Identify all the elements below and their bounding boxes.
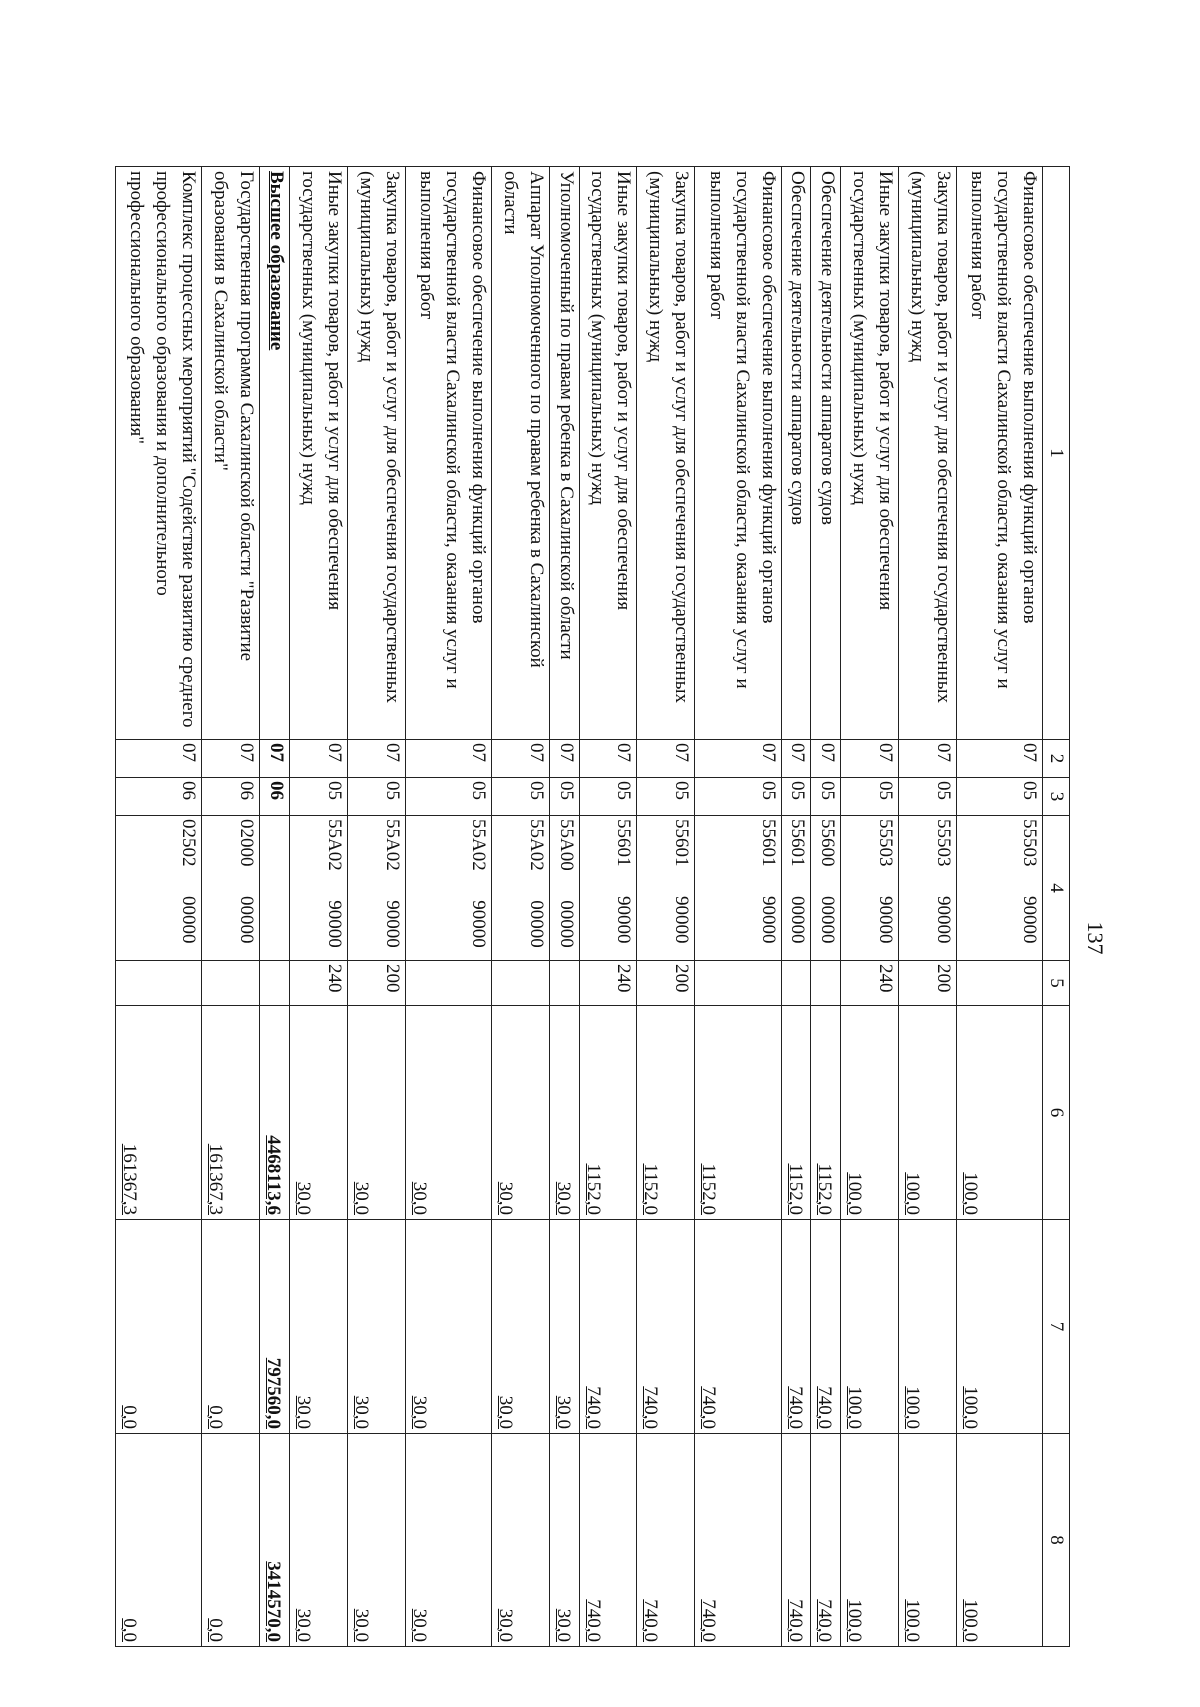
row-expense-type [956, 961, 1042, 1006]
row-expense-type: 200 [637, 961, 695, 1006]
row-amount-year3: 100,0 [840, 1434, 898, 1647]
table-row [579, 167, 637, 1647]
row-amount-year3: 100,0 [956, 1434, 1042, 1647]
row-amount-year1: 1152,0 [579, 1006, 637, 1220]
row-amount-year2: 0,0 [202, 1220, 260, 1434]
table-row [260, 167, 290, 1647]
row-target-article: 55601 90000 [637, 816, 695, 961]
row-amount-year2: 30,0 [347, 1220, 405, 1434]
row-amount-year1: 100,0 [898, 1006, 956, 1220]
row-amount-year3: 100,0 [898, 1434, 956, 1647]
row-target-article: 55503 90000 [898, 816, 956, 961]
row-expense-type: 240 [579, 961, 637, 1006]
row-amount-year1: 100,0 [840, 1006, 898, 1220]
row-section: 07 [781, 740, 811, 778]
row-amount-year2: 0,0 [116, 1220, 202, 1434]
row-amount-year1: 30,0 [550, 1006, 580, 1220]
row-section: 07 [202, 740, 260, 778]
row-amount-year3: 30,0 [550, 1434, 580, 1647]
row-amount-year1: 1152,0 [695, 1006, 781, 1220]
row-expense-type [260, 961, 290, 1006]
row-name: Финансовое обеспечение выполнения функций органов государственной власти Сахалинской области, оказания услуг и выполнения работ [405, 167, 491, 740]
row-expense-type [695, 961, 781, 1006]
header-cell: 5 [1043, 961, 1070, 1006]
row-subsection: 05 [811, 778, 841, 816]
row-subsection: 05 [579, 778, 637, 816]
header-cell: 1 [1043, 167, 1070, 740]
row-expense-type: 240 [840, 961, 898, 1006]
row-expense-type [492, 961, 550, 1006]
row-section: 07 [289, 740, 347, 778]
row-expense-type [202, 961, 260, 1006]
row-amount-year2: 100,0 [956, 1220, 1042, 1434]
budget-table [115, 166, 1070, 1647]
row-amount-year1: 161367,3 [116, 1006, 202, 1220]
row-expense-type: 200 [898, 961, 956, 1006]
row-target-article [260, 816, 290, 961]
row-name: Иные закупки товаров, работ и услуг для обеспечения государственных (муниципальных) нужд [579, 167, 637, 740]
row-subsection: 06 [260, 778, 290, 816]
row-expense-type: 200 [347, 961, 405, 1006]
header-cell: 4 [1043, 816, 1070, 961]
table-row [347, 167, 405, 1647]
table-row [405, 167, 491, 1647]
row-target-article: 55601 90000 [695, 816, 781, 961]
row-expense-type [116, 961, 202, 1006]
row-target-article: 55601 90000 [579, 816, 637, 961]
row-amount-year2: 797560,0 [260, 1220, 290, 1434]
row-amount-year3: 3414570,0 [260, 1434, 290, 1647]
header-cell: 7 [1043, 1220, 1070, 1434]
header-row [1043, 167, 1070, 1647]
row-section: 07 [550, 740, 580, 778]
row-subsection: 05 [405, 778, 491, 816]
row-section: 07 [695, 740, 781, 778]
row-amount-year2: 740,0 [579, 1220, 637, 1434]
row-amount-year3: 740,0 [811, 1434, 841, 1647]
row-amount-year3: 740,0 [579, 1434, 637, 1647]
row-amount-year3: 740,0 [695, 1434, 781, 1647]
table-row [116, 167, 202, 1647]
row-name: Закупка товаров, работ и услуг для обеспечения государственных (муниципальных) нужд [637, 167, 695, 740]
header-cell: 8 [1043, 1434, 1070, 1647]
row-amount-year3: 30,0 [289, 1434, 347, 1647]
row-subsection: 06 [116, 778, 202, 816]
row-target-article: 55600 00000 [811, 816, 841, 961]
row-subsection: 05 [347, 778, 405, 816]
row-amount-year3: 740,0 [781, 1434, 811, 1647]
row-target-article: 02502 00000 [116, 816, 202, 961]
table-body [116, 167, 1043, 1647]
row-name: Обеспечение деятельности аппаратов судов [781, 167, 811, 740]
row-subsection: 06 [202, 778, 260, 816]
row-amount-year1: 1152,0 [781, 1006, 811, 1220]
row-target-article: 55А02 90000 [289, 816, 347, 961]
table-row [550, 167, 580, 1647]
row-subsection: 05 [492, 778, 550, 816]
row-name: Закупка товаров, работ и услуг для обеспечения государственных (муниципальных) нужд [898, 167, 956, 740]
row-section: 07 [579, 740, 637, 778]
row-amount-year3: 0,0 [202, 1434, 260, 1647]
row-amount-year1: 1152,0 [637, 1006, 695, 1220]
row-target-article: 55503 90000 [956, 816, 1042, 961]
row-subsection: 05 [781, 778, 811, 816]
row-amount-year3: 30,0 [405, 1434, 491, 1647]
row-amount-year3: 740,0 [637, 1434, 695, 1647]
row-name: Уполномоченный по правам ребенка в Сахалинской области [550, 167, 580, 740]
row-name: Государственная программа Сахалинской области "Развитие образования в Сахалинской области" [202, 167, 260, 740]
row-target-article: 55503 90000 [840, 816, 898, 961]
row-section: 07 [492, 740, 550, 778]
row-amount-year2: 100,0 [898, 1220, 956, 1434]
page-number: 137 [1083, 921, 1108, 955]
row-target-article: 55А00 00000 [550, 816, 580, 961]
row-amount-year2: 740,0 [637, 1220, 695, 1434]
row-target-article: 55А02 90000 [347, 816, 405, 961]
table-row [289, 167, 347, 1647]
row-amount-year2: 740,0 [695, 1220, 781, 1434]
rotated-table-wrapper [115, 166, 1070, 1646]
row-subsection: 05 [695, 778, 781, 816]
row-section: 07 [898, 740, 956, 778]
table-row [492, 167, 550, 1647]
row-amount-year3: 0,0 [116, 1434, 202, 1647]
row-amount-year1: 30,0 [492, 1006, 550, 1220]
row-expense-type [405, 961, 491, 1006]
row-expense-type [550, 961, 580, 1006]
table-row [202, 167, 260, 1647]
row-name: Финансовое обеспечение выполнения функций органов государственной власти Сахалинской области, оказания услуг и выполнения работ [695, 167, 781, 740]
row-expense-type: 240 [289, 961, 347, 1006]
row-name: Комплекс процессных мероприятий "Содействие развитию среднего профессионального образования и дополнительного профессионального образования" [116, 167, 202, 740]
row-section: 07 [637, 740, 695, 778]
table-row [811, 167, 841, 1647]
row-target-article: 55А02 00000 [492, 816, 550, 961]
row-name: Высшее образование [260, 167, 290, 740]
row-amount-year1: 161367,3 [202, 1006, 260, 1220]
row-section: 07 [347, 740, 405, 778]
row-amount-year1: 100,0 [956, 1006, 1042, 1220]
row-amount-year1: 4468113,6 [260, 1006, 290, 1220]
row-target-article: 02000 00000 [202, 816, 260, 961]
table-row [781, 167, 811, 1647]
row-amount-year2: 740,0 [811, 1220, 841, 1434]
row-expense-type [781, 961, 811, 1006]
row-name: Обеспечение деятельности аппаратов судов [811, 167, 841, 740]
row-name: Финансовое обеспечение выполнения функций органов государственной власти Сахалинской области, оказания услуг и выполнения работ [956, 167, 1042, 740]
header-cell: 6 [1043, 1006, 1070, 1220]
row-amount-year2: 30,0 [492, 1220, 550, 1434]
row-target-article: 55601 00000 [781, 816, 811, 961]
row-name: Иные закупки товаров, работ и услуг для обеспечения государственных (муниципальных) нужд [289, 167, 347, 740]
row-amount-year1: 1152,0 [811, 1006, 841, 1220]
row-amount-year1: 30,0 [289, 1006, 347, 1220]
row-section: 07 [956, 740, 1042, 778]
table-row [840, 167, 898, 1647]
row-name: Аппарат Уполномоченного по правам ребенка в Сахалинской области [492, 167, 550, 740]
row-section: 07 [811, 740, 841, 778]
row-name: Закупка товаров, работ и услуг для обеспечения государственных (муниципальных) нужд [347, 167, 405, 740]
row-amount-year2: 740,0 [781, 1220, 811, 1434]
header-cell: 2 [1043, 740, 1070, 778]
row-amount-year1: 30,0 [405, 1006, 491, 1220]
row-amount-year1: 30,0 [347, 1006, 405, 1220]
row-section: 07 [840, 740, 898, 778]
row-subsection: 05 [840, 778, 898, 816]
row-target-article: 55А02 90000 [405, 816, 491, 961]
table-row [956, 167, 1042, 1647]
row-amount-year2: 100,0 [840, 1220, 898, 1434]
table-row [898, 167, 956, 1647]
row-subsection: 05 [637, 778, 695, 816]
header-cell: 3 [1043, 778, 1070, 816]
row-subsection: 05 [956, 778, 1042, 816]
row-amount-year3: 30,0 [492, 1434, 550, 1647]
row-section: 07 [116, 740, 202, 778]
row-section: 07 [405, 740, 491, 778]
row-name: Иные закупки товаров, работ и услуг для обеспечения государственных (муниципальных) нужд [840, 167, 898, 740]
row-subsection: 05 [550, 778, 580, 816]
row-expense-type [811, 961, 841, 1006]
row-subsection: 05 [898, 778, 956, 816]
row-section: 07 [260, 740, 290, 778]
row-amount-year2: 30,0 [405, 1220, 491, 1434]
row-subsection: 05 [289, 778, 347, 816]
row-amount-year3: 30,0 [347, 1434, 405, 1647]
table-row [637, 167, 695, 1647]
table-row [695, 167, 781, 1647]
row-amount-year2: 30,0 [289, 1220, 347, 1434]
row-amount-year2: 30,0 [550, 1220, 580, 1434]
